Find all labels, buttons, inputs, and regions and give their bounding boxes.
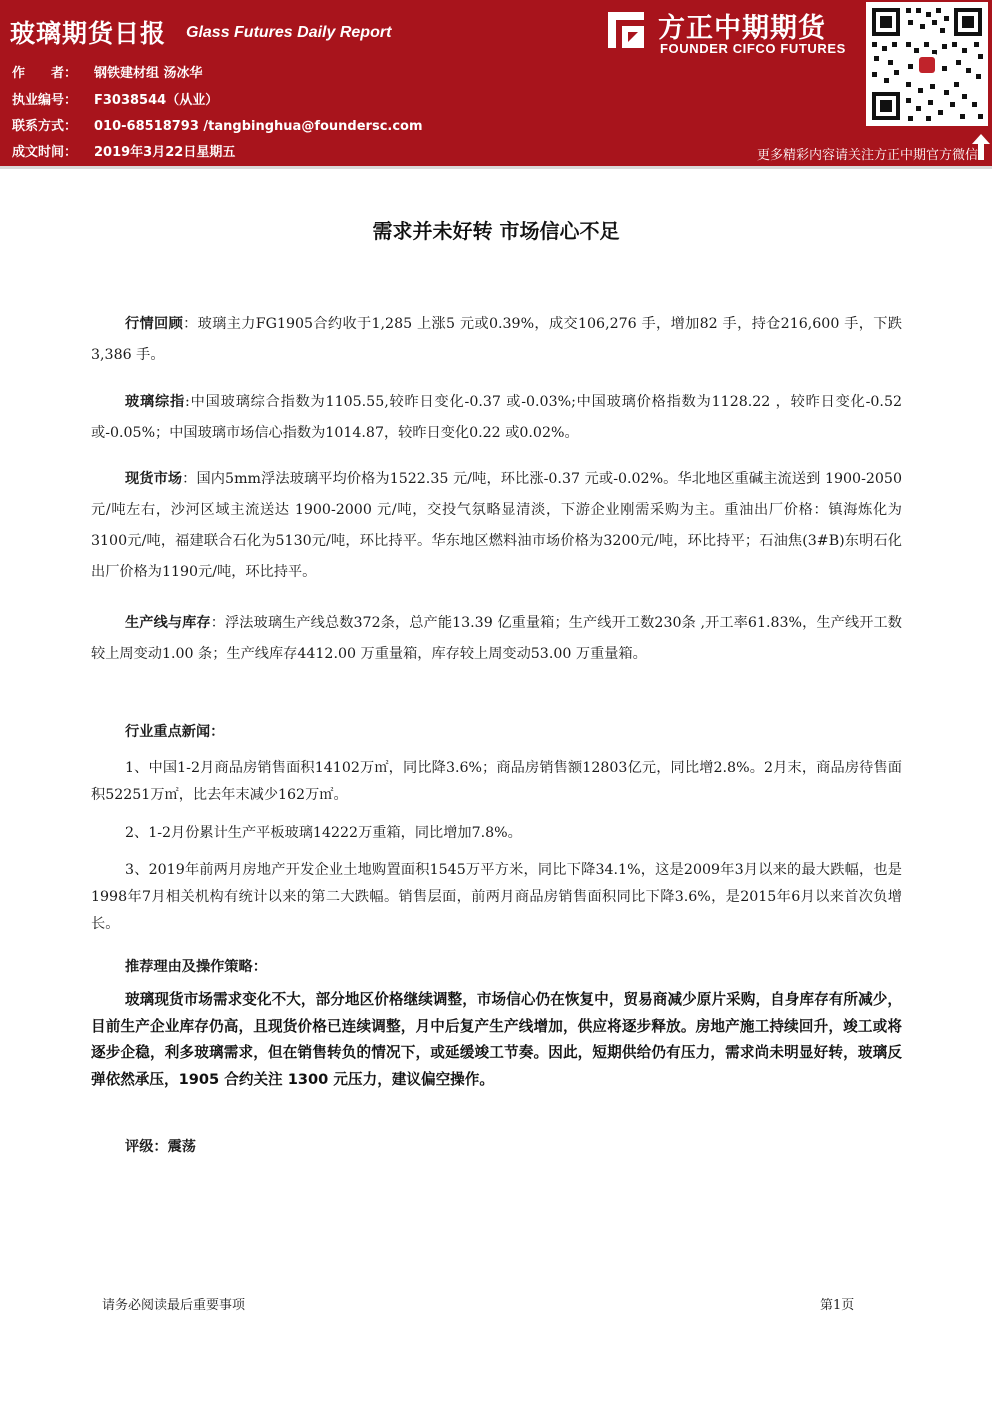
- section-production-inventory-text: ：浮法玻璃生产线总数372条，总产能13.39 亿重量箱；生产线开工数230条 ,开工率61.83%，生产线开工数较上周变动1.00 条；生产线库存4412.00 万重量箱，库存较上周变动53.00 万重量箱。: [91, 615, 902, 662]
- rating: [125, 1136, 196, 1156]
- meta-license: [12, 89, 218, 108]
- arrow-up-icon: [972, 134, 990, 160]
- news-item-1: 1、中国1-2月商品房销售面积14102万㎡，同比降3.6%；商品房销售额12803亿元，同比增2.8%。2月末，商品房待售面积52251万㎡，比去年末减少162万㎡。: [91, 760, 902, 803]
- strategy-text: 玻璃现货市场需求变化不大，部分地区价格继续调整，市场信心仍在恢复中，贸易商减少原片采购，自身库存有所减少，目前生产企业库存仍高，且现货价格已连续调整，月中后复产生产线增加，供应将逐步释放。房地产施工持续回升，竣工或将逐步企稳，利多玻璃需求，但在销售转负的情况下，或延缓竣工节奏。因此，短期供给仍有压力，需求尚未明显好转，玻璃反弹依然承压，1905 合约关注 1300 元压力，建议偏空操作。: [91, 991, 902, 1088]
- meta-author-value: 钢铁建材组 汤冰华: [94, 66, 203, 81]
- report-title-en: Glass Futures Daily Report: [186, 24, 392, 41]
- brand-logo: [604, 8, 856, 58]
- footer-disclaimer-note: 请务必阅读最后重要事项: [102, 1298, 246, 1313]
- meta-date-key: 成文时间：: [12, 145, 78, 160]
- document-title: 需求并未好转 市场信心不足: [372, 219, 620, 243]
- section-production-inventory: [91, 608, 902, 670]
- section-glass-index-label: 玻璃综指: [125, 394, 185, 410]
- meta-contact: [12, 115, 423, 134]
- news-item-2: 2、1-2月份累计生产平板玻璃14222万重箱，同比增加7.8%。: [125, 825, 522, 841]
- meta-author-key: 作 者：: [12, 66, 78, 81]
- section-spot-market-label: 现货市场: [125, 471, 183, 487]
- meta-contact-value: 010-68518793 /tangbinghua@foundersc.com: [94, 119, 423, 134]
- report-title-cn: 玻璃期货日报: [10, 19, 167, 48]
- brand-name-cn: 方正中期期货: [658, 13, 826, 44]
- rating-value: 震荡: [167, 1139, 196, 1155]
- meta-contact-key: 联系方式：: [12, 119, 78, 134]
- follow-wechat-text: 更多精彩内容请关注方正中期官方微信: [756, 148, 978, 163]
- news-heading: 行业重点新闻：: [125, 724, 225, 740]
- section-market-review: [91, 309, 902, 371]
- brand-logo-mark-icon: [604, 8, 648, 52]
- strategy-heading: 推荐理由及操作策略：: [125, 959, 267, 975]
- meta-date: [12, 141, 235, 160]
- section-spot-market: [91, 464, 902, 588]
- header-divider: [0, 166, 992, 169]
- footer-page-number: 第1页: [820, 1298, 855, 1313]
- section-production-inventory-label: 生产线与库存: [125, 615, 211, 631]
- meta-author: [12, 62, 203, 81]
- wechat-qr-code-icon[interactable]: [866, 2, 988, 126]
- news-item-3: 3、2019年前两月房地产开发企业土地购置面积1545万平方米，同比下降34.1%，这是2009年3月以来的最大跌幅，也是1998年7月相关机构有统计以来的第二大跌幅。销售层面，前两月商品房销售面积同比下降3.6%，是2015年6月以来首次负增长。: [91, 862, 902, 932]
- section-market-review-label: 行情回顾: [125, 316, 184, 332]
- section-market-review-text: ：玻璃主力FG1905合约收于1,285 上涨5 元或0.39%，成交106,276 手，增加82 手，持仓216,600 手，下跌3,386 手。: [91, 316, 902, 363]
- rating-label: 评级：: [125, 1139, 168, 1155]
- section-glass-index: [91, 387, 902, 449]
- report-header-banner: [0, 0, 992, 166]
- brand-name-en: FOUNDER CIFCO FUTURES: [660, 41, 846, 56]
- section-spot-market-text: ：国内5mm浮法玻璃平均价格为1522.35 元/吨，环比涨-0.37 元或-0.02%。华北地区重碱主流送到 1900-2050元/吨左右，沙河区域主流送达 1900-2000 元/吨，交投气氛略显清淡，下游企业刚需采购为主。重油出厂价格：镇海炼化为3100元/吨，福建联合石化为5130元/吨，环比持平。华东地区燃料油市场价格为3200元/吨，环比持平；石油焦(3#B)东明石化出厂价格为1190元/吨，环比持平。: [91, 471, 902, 580]
- meta-date-value: 2019年3月22日星期五: [94, 145, 236, 160]
- section-glass-index-text: :中国玻璃综合指数为1105.55,较昨日变化-0.37 或-0.03%;中国玻璃价格指数为1128.22 ，较昨日变化-0.52 或-0.05%；中国玻璃市场信心指数为1014.87，较昨日变化0.22 或0.02%。: [91, 394, 902, 441]
- meta-license-key: 执业编号：: [12, 93, 78, 108]
- meta-license-value: F3038544（从业）: [94, 93, 219, 108]
